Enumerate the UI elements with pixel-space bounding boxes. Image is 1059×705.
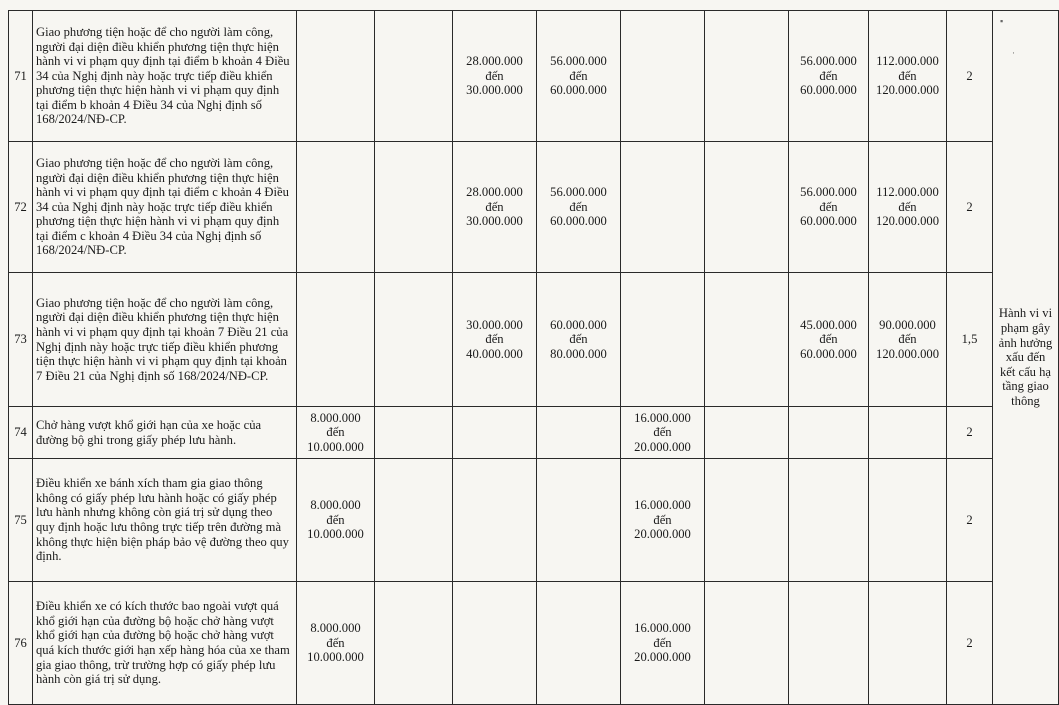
penalty-table	[8, 10, 1059, 705]
fine-cell: 16.000.000 đến 20.000.000	[621, 407, 705, 459]
points-cell: 2	[947, 459, 993, 582]
fine-cell: 45.000.000 đến 60.000.000	[789, 273, 869, 407]
fine-cell	[297, 142, 375, 273]
fine-cell: 56.000.000 đến 60.000.000	[789, 11, 869, 142]
fine-cell	[297, 11, 375, 142]
violation-group-note: Hành vi vi phạm gây ảnh hưởng xấu đến kết cấu hạ tầng giao thông	[993, 11, 1059, 705]
empty-cell	[375, 582, 453, 705]
fine-cell: 112.000.000 đến 120.000.000	[869, 142, 947, 273]
fine-cell: 56.000.000 đến 60.000.000	[789, 142, 869, 273]
fine-cell: 60.000.000 đến 80.000.000	[537, 273, 621, 407]
fine-cell	[705, 11, 789, 142]
fine-cell: 56.000.000 đến 60.000.000	[537, 142, 621, 273]
fine-cell	[789, 459, 869, 582]
points-cell: 1,5	[947, 273, 993, 407]
fine-cell	[297, 273, 375, 407]
fine-cell: 56.000.000 đến 60.000.000	[537, 11, 621, 142]
table-row	[9, 142, 1059, 273]
table-row	[9, 459, 1059, 582]
points-cell: 2	[947, 11, 993, 142]
table-row	[9, 407, 1059, 459]
fine-cell: 28.000.000 đến 30.000.000	[453, 142, 537, 273]
scan-speck-mark: ·	[1012, 48, 1015, 58]
fine-cell	[789, 582, 869, 705]
row-number: 74	[9, 407, 33, 459]
fine-cell	[705, 582, 789, 705]
scan-speck-mark: ▪	[1000, 16, 1004, 26]
empty-cell	[375, 459, 453, 582]
points-cell: 2	[947, 582, 993, 705]
fine-cell	[621, 142, 705, 273]
fine-cell: 8.000.000 đến 10.000.000	[297, 582, 375, 705]
fine-cell	[789, 407, 869, 459]
points-cell: 2	[947, 142, 993, 273]
empty-cell	[375, 142, 453, 273]
fine-cell	[621, 273, 705, 407]
fine-cell	[705, 407, 789, 459]
fine-cell	[621, 11, 705, 142]
row-number: 75	[9, 459, 33, 582]
empty-cell	[375, 11, 453, 142]
row-number: 76	[9, 582, 33, 705]
fine-cell	[869, 407, 947, 459]
fine-cell	[705, 459, 789, 582]
fine-cell	[869, 459, 947, 582]
violation-description: Điều khiển xe bánh xích tham gia giao thông không có giấy phép lưu hành hoặc có giấy phép lưu hành nhưng không còn giá trị sử dụng theo quy định hoặc lưu thông trực tiếp trên đường mà không thực hiện biện pháp bảo vệ đường theo quy định.	[33, 459, 297, 582]
table-row	[9, 582, 1059, 705]
fine-cell	[705, 142, 789, 273]
fine-cell: 28.000.000 đến 30.000.000	[453, 11, 537, 142]
fine-cell	[537, 459, 621, 582]
violation-description: Giao phương tiện hoặc để cho người làm công, người đại diện điều khiển phương tiện thực hiện hành vi vi phạm quy định tại điểm b khoản 4 Điều 34 của Nghị định này hoặc trực tiếp điều khiển phương tiện thực hiện hành vi vi phạm quy định tại điểm b khoản 4 Điều 34 của Nghị định số 168/2024/NĐ-CP.	[33, 11, 297, 142]
points-cell: 2	[947, 407, 993, 459]
violation-description: Điều khiển xe có kích thước bao ngoài vượt quá khổ giới hạn của đường bộ hoặc chở hàng vượt khổ giới hạn của đường bộ hoặc chở hàng vượt quá kích thước giới hạn xếp hàng hóa của xe tham gia giao thông, trừ trường hợp có giấy phép lưu hành còn giá trị sử dụng.	[33, 582, 297, 705]
fine-cell: 112.000.000 đến 120.000.000	[869, 11, 947, 142]
fine-cell: 16.000.000 đến 20.000.000	[621, 582, 705, 705]
fine-cell	[453, 582, 537, 705]
fine-cell	[537, 582, 621, 705]
fine-cell: 30.000.000 đến 40.000.000	[453, 273, 537, 407]
violation-description: Giao phương tiện hoặc để cho người làm công, người đại diện điều khiển phương tiện thực hiện hành vi vi phạm quy định tại khoản 7 Điều 21 của Nghị định này hoặc trực tiếp điều khiển phương tiện thực hiện hành vi vi phạm quy định tại khoản 7 Điều 21 của Nghị định số 168/2024/NĐ-CP.	[33, 273, 297, 407]
fine-cell: 16.000.000 đến 20.000.000	[621, 459, 705, 582]
row-number: 72	[9, 142, 33, 273]
fine-cell: 8.000.000 đến 10.000.000	[297, 407, 375, 459]
fine-cell	[537, 407, 621, 459]
fine-cell	[453, 459, 537, 582]
table-row	[9, 273, 1059, 407]
fine-cell: 8.000.000 đến 10.000.000	[297, 459, 375, 582]
empty-cell	[375, 407, 453, 459]
row-number: 73	[9, 273, 33, 407]
violation-description: Chở hàng vượt khổ giới hạn của xe hoặc của đường bộ ghi trong giấy phép lưu hành.	[33, 407, 297, 459]
fine-cell: 90.000.000 đến 120.000.000	[869, 273, 947, 407]
fine-cell	[869, 582, 947, 705]
fine-cell	[453, 407, 537, 459]
violation-description: Giao phương tiện hoặc để cho người làm công, người đại diện điều khiển phương tiện thực hiện hành vi vi phạm quy định tại điểm c khoản 4 Điều 34 của Nghị định này hoặc trực tiếp điều khiển phương tiện thực hiện hành vi vi phạm quy định tại điểm c khoản 4 Điều 34 của Nghị định số 168/2024/NĐ-CP.	[33, 142, 297, 273]
table-row	[9, 11, 1059, 142]
row-number: 71	[9, 11, 33, 142]
empty-cell	[375, 273, 453, 407]
fine-cell	[705, 273, 789, 407]
